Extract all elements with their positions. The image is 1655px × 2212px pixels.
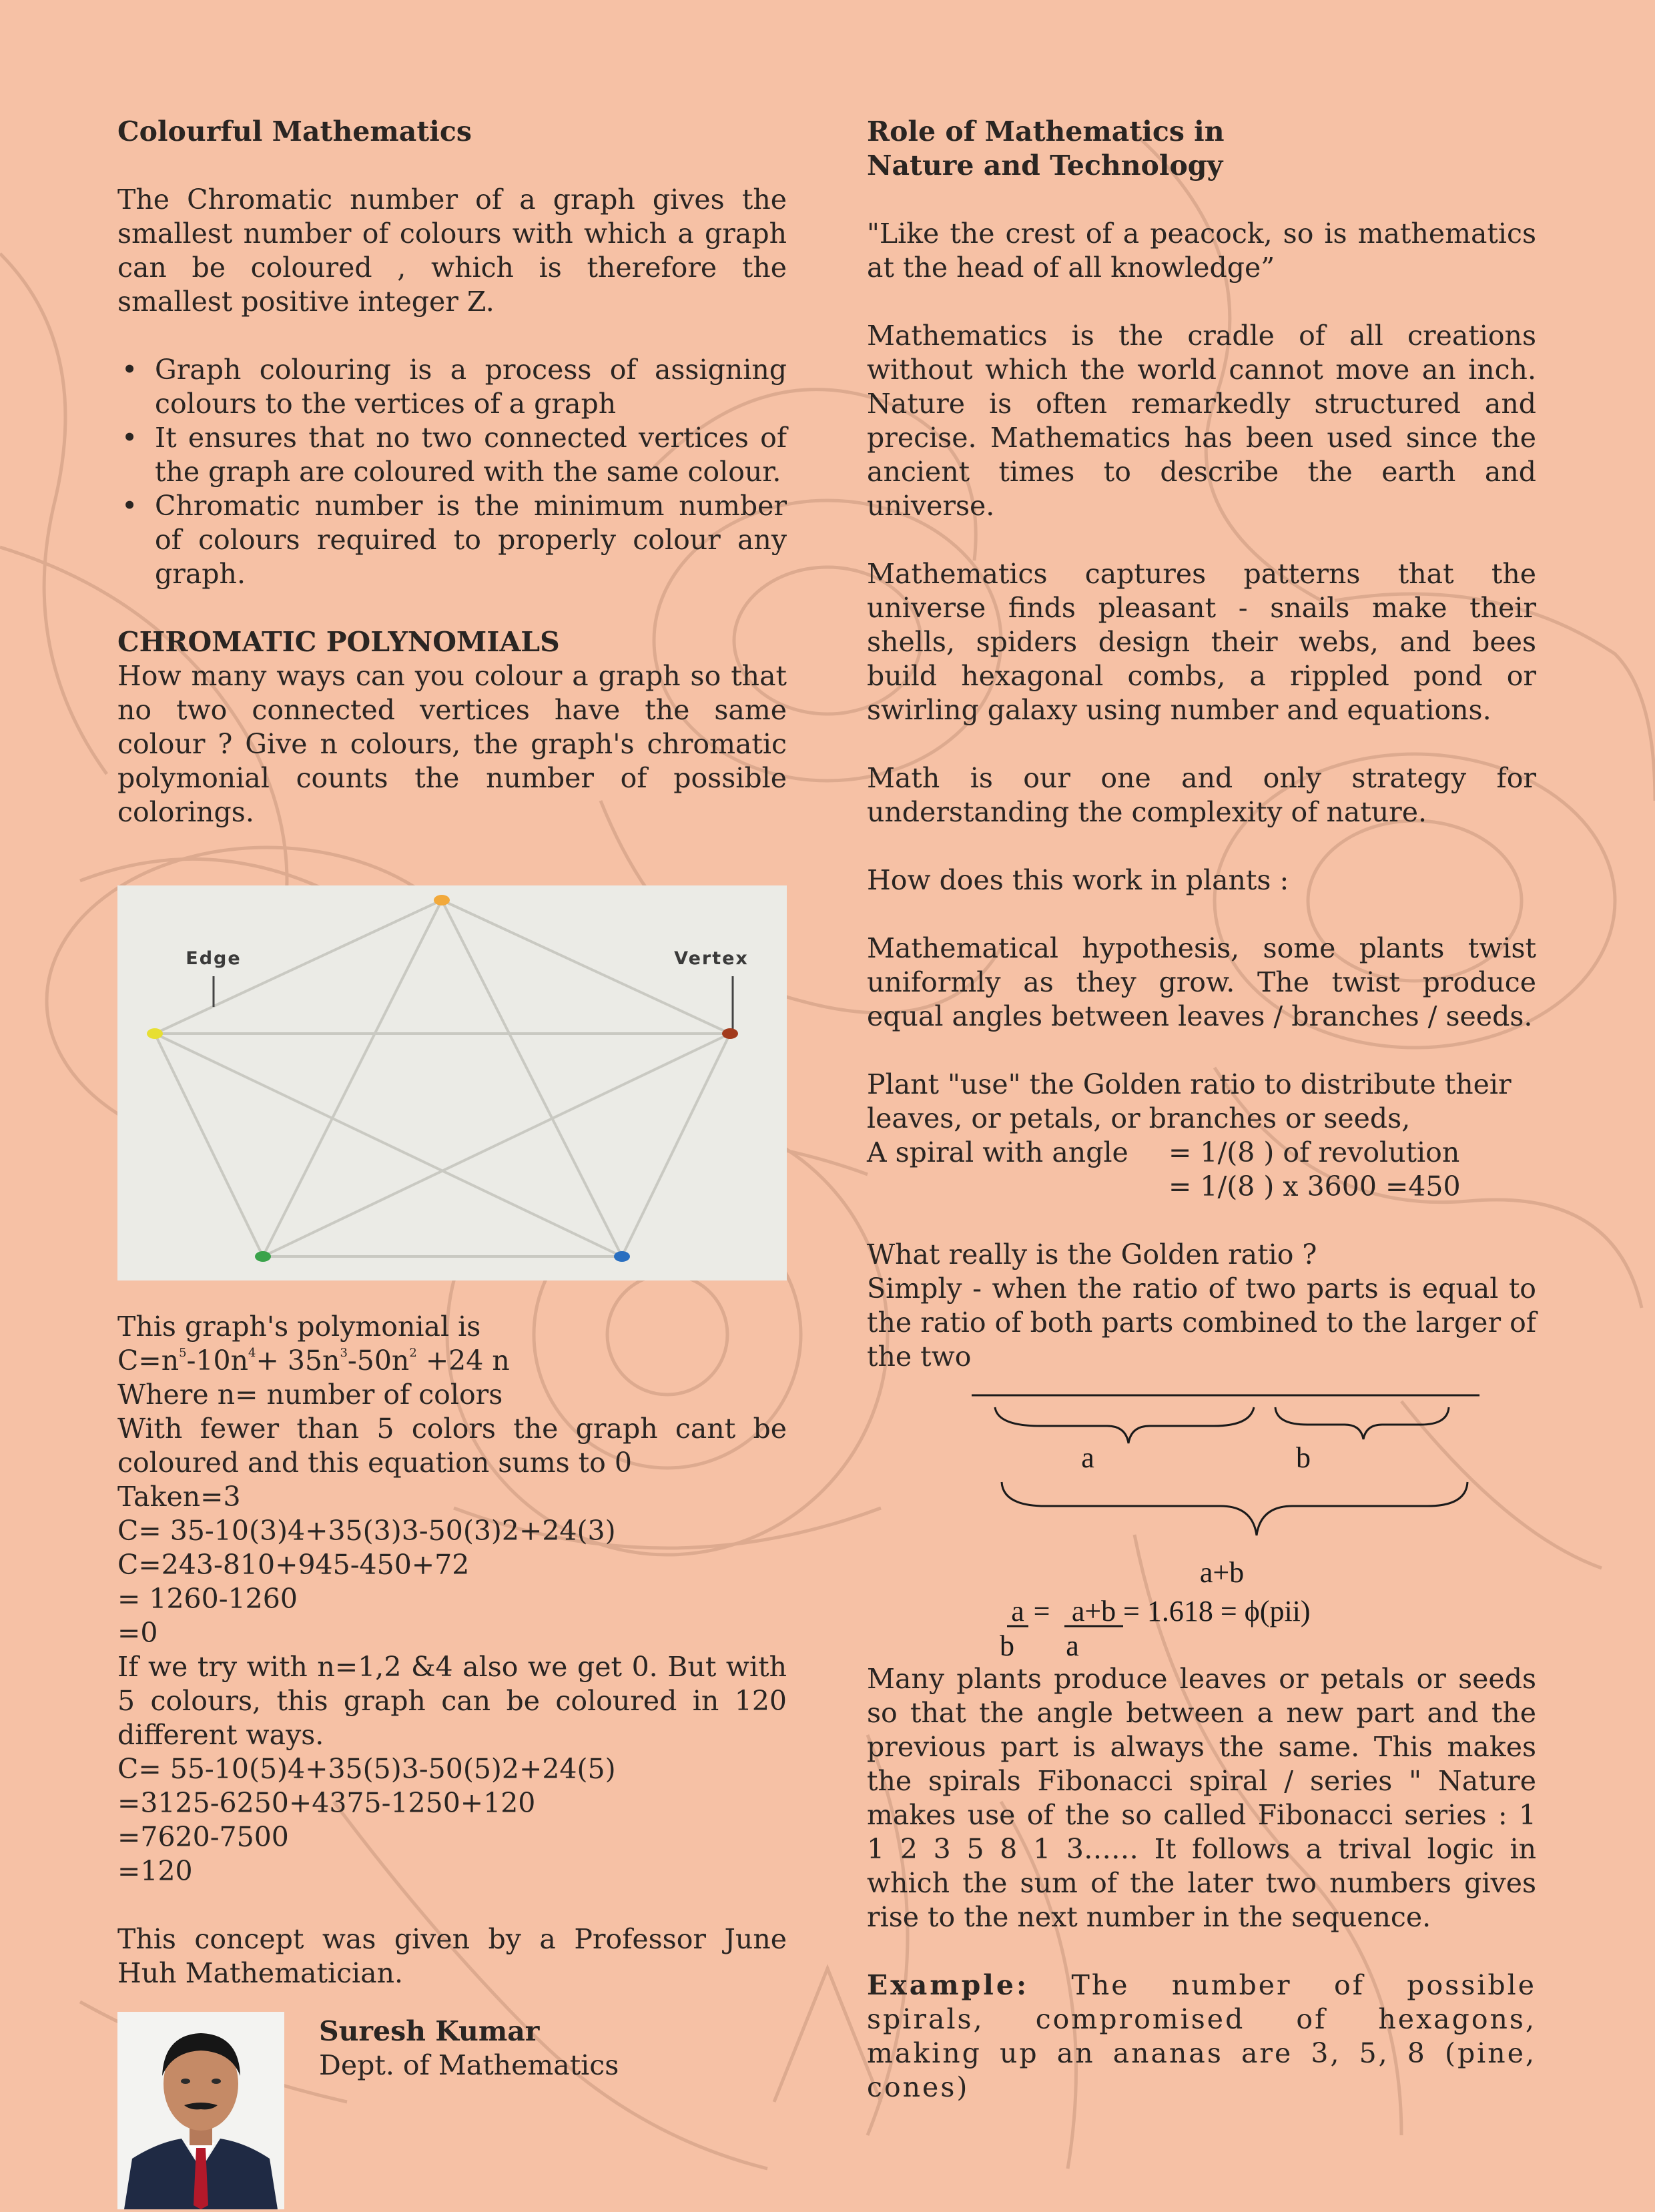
segment-b-label: b — [1296, 1441, 1311, 1474]
golden-ratio-value: = 1.618 = ϕ(pii) — [1123, 1595, 1311, 1627]
calc-line: =3125-6250+4375-1250+120 — [117, 1787, 536, 1819]
calc-line: Where n= number of colors — [117, 1379, 503, 1411]
example-label: Example: — [867, 1969, 1030, 2001]
author-department: Dept. of Mathematics — [319, 2049, 619, 2081]
whole-segment-label: a+b — [1199, 1556, 1245, 1589]
calc-line: =7620-7500 — [117, 1821, 289, 1853]
concept-credit: This concept was given by a Professor June Huh Mathematician. — [117, 1923, 787, 1989]
right-column — [867, 115, 1536, 2105]
body-paragraph: How does this work in plants : — [867, 864, 1289, 896]
vertex-label: Vertex — [674, 948, 749, 969]
body-paragraph: Math is our one and only strategy for understanding the complexity of nature. — [867, 762, 1536, 828]
spiral-equation-1: = 1/(8 ) of revolution — [1169, 1136, 1460, 1168]
author-photo — [117, 2012, 284, 2209]
author-caption — [319, 2014, 619, 2083]
ratio-denominator-a: a — [1066, 1629, 1079, 1662]
spiral-angle-row — [867, 1136, 1536, 1170]
author-name: Suresh Kumar — [319, 2015, 540, 2047]
calc-line: Taken=3 — [117, 1481, 241, 1513]
calc-line: =120 — [117, 1855, 193, 1887]
ratio-denominator-b: b — [1000, 1629, 1014, 1662]
calc-line: = 1260-1260 — [117, 1583, 298, 1615]
spiral-equation-2: = 1/(8 ) x 3600 =450 — [1169, 1170, 1461, 1202]
bullet-list — [117, 353, 787, 591]
spiral-label: A spiral with angle — [867, 1136, 1128, 1168]
ratio-numerator-a-plus-b: a+b — [1071, 1595, 1116, 1627]
bullet-item: • Graph colouring is a process of assigning colours to the vertices of a graph — [117, 353, 787, 421]
golden-ratio-definition: Simply - when the ratio of two parts is equal to the ratio of both parts combined to the larger of the two — [867, 1272, 1536, 1373]
section-paragraph: How many ways can you colour a graph so that no two connected vertices have the same colour ? Give n colours, the graph's chromatic polymonial counts the number of possible colorings. — [117, 660, 787, 828]
vertex-node-bottom-left — [255, 1251, 271, 1262]
quote-paragraph: "Like the crest of a peacock, so is mathematics at the head of all knowledge” — [867, 218, 1536, 284]
calc-line: If we try with n=1,2 &4 also we get 0. But with 5 colours, this graph can be coloured in 120 different ways. — [117, 1651, 787, 1751]
left-column — [117, 115, 787, 2212]
golden-ratio-diagram — [867, 1387, 1536, 1721]
example-paragraph: Example: The number of possible spirals, compromised of hexagons, making up an ananas are 3, 5, 8 (pine, cones) — [867, 1969, 1536, 2103]
polynomial-intro: This graph's polymonial is — [117, 1311, 481, 1343]
calc-line: =0 — [117, 1617, 158, 1649]
body-paragraph: Mathematics is the cradle of all creations without which the world cannot move an inch. Nature is often remarkedly structured and precise. Mathematics has been used since the ancient times to describe the earth and universe. — [867, 320, 1536, 522]
calc-line: C=243-810+945-450+72 — [117, 1549, 470, 1581]
bullet-item: • It ensures that no two connected vertices of the graph are coloured with the same colour. — [117, 421, 787, 489]
chromatic-polynomial-formula: $C=n^5-10n^4+ 35n^3-50n^2 +24$ n — [117, 1345, 510, 1377]
vertex-node-top — [434, 895, 450, 905]
body-paragraph: Plant "use" the Golden ratio to distribute their leaves, or petals, or branches or seeds, — [867, 1068, 1512, 1134]
calc-line: C= 55-10(5)4+35(5)3-50(5)2+24(5) — [117, 1753, 616, 1785]
fibonacci-paragraph: Many plants produce leaves or petals or seeds so that the angle between a new part and the previous part is always the same. This makes the spirals Fibonacci spiral / series " Nature makes use of the so called Fibonacci series : 1 1 2 3 5 8 1 3…… It follows a trival logic in which the sum of the later two numbers gives rise to the next number in the sequence. — [867, 1663, 1536, 1933]
segment-a-label: a — [1081, 1441, 1094, 1474]
vertex-node-right — [722, 1028, 738, 1039]
section-heading-chromatic-polynomials: CHROMATIC POLYNOMIALS — [117, 626, 560, 658]
pentagram-graph-figure — [117, 885, 787, 1280]
golden-ratio-question: What really is the Golden ratio ? — [867, 1238, 1317, 1270]
body-paragraph: Mathematics captures patterns that the universe finds pleasant - snails make their shells, spiders design their webs, and bees build hexagonal combs, a rippled pond or swirling galaxy using number and equations. — [867, 558, 1536, 726]
edge-label: Edge — [186, 948, 242, 969]
ratio-numerator-a: a — [1011, 1595, 1024, 1627]
ratio-equals: = — [1033, 1595, 1050, 1627]
bullet-item: • Chromatic number is the minimum number of colours required to properly colour any graph. — [117, 489, 787, 591]
article-title-colourful-mathematics: Colourful Mathematics — [117, 115, 472, 147]
article-title-role-of-mathematics: Role of Mathematics in Nature and Technology — [867, 115, 1225, 181]
author-block — [117, 2012, 787, 2212]
calc-line: With fewer than 5 colors the graph cant be coloured and this equation sums to 0 — [117, 1413, 787, 1479]
vertex-node-bottom-right — [614, 1251, 630, 1262]
body-paragraph: Mathematical hypothesis, some plants twist uniformly as they grow. The twist produce equal angles between leaves / branches / seeds. — [867, 932, 1536, 1032]
calc-line: C= 35-10(3)4+35(3)3-50(3)2+24(3) — [117, 1515, 616, 1547]
vertex-node-left — [147, 1028, 163, 1039]
intro-paragraph: The Chromatic number of a graph gives the smallest number of colours with which a graph can be coloured , which is therefore the smallest positive integer Z. — [117, 183, 787, 318]
